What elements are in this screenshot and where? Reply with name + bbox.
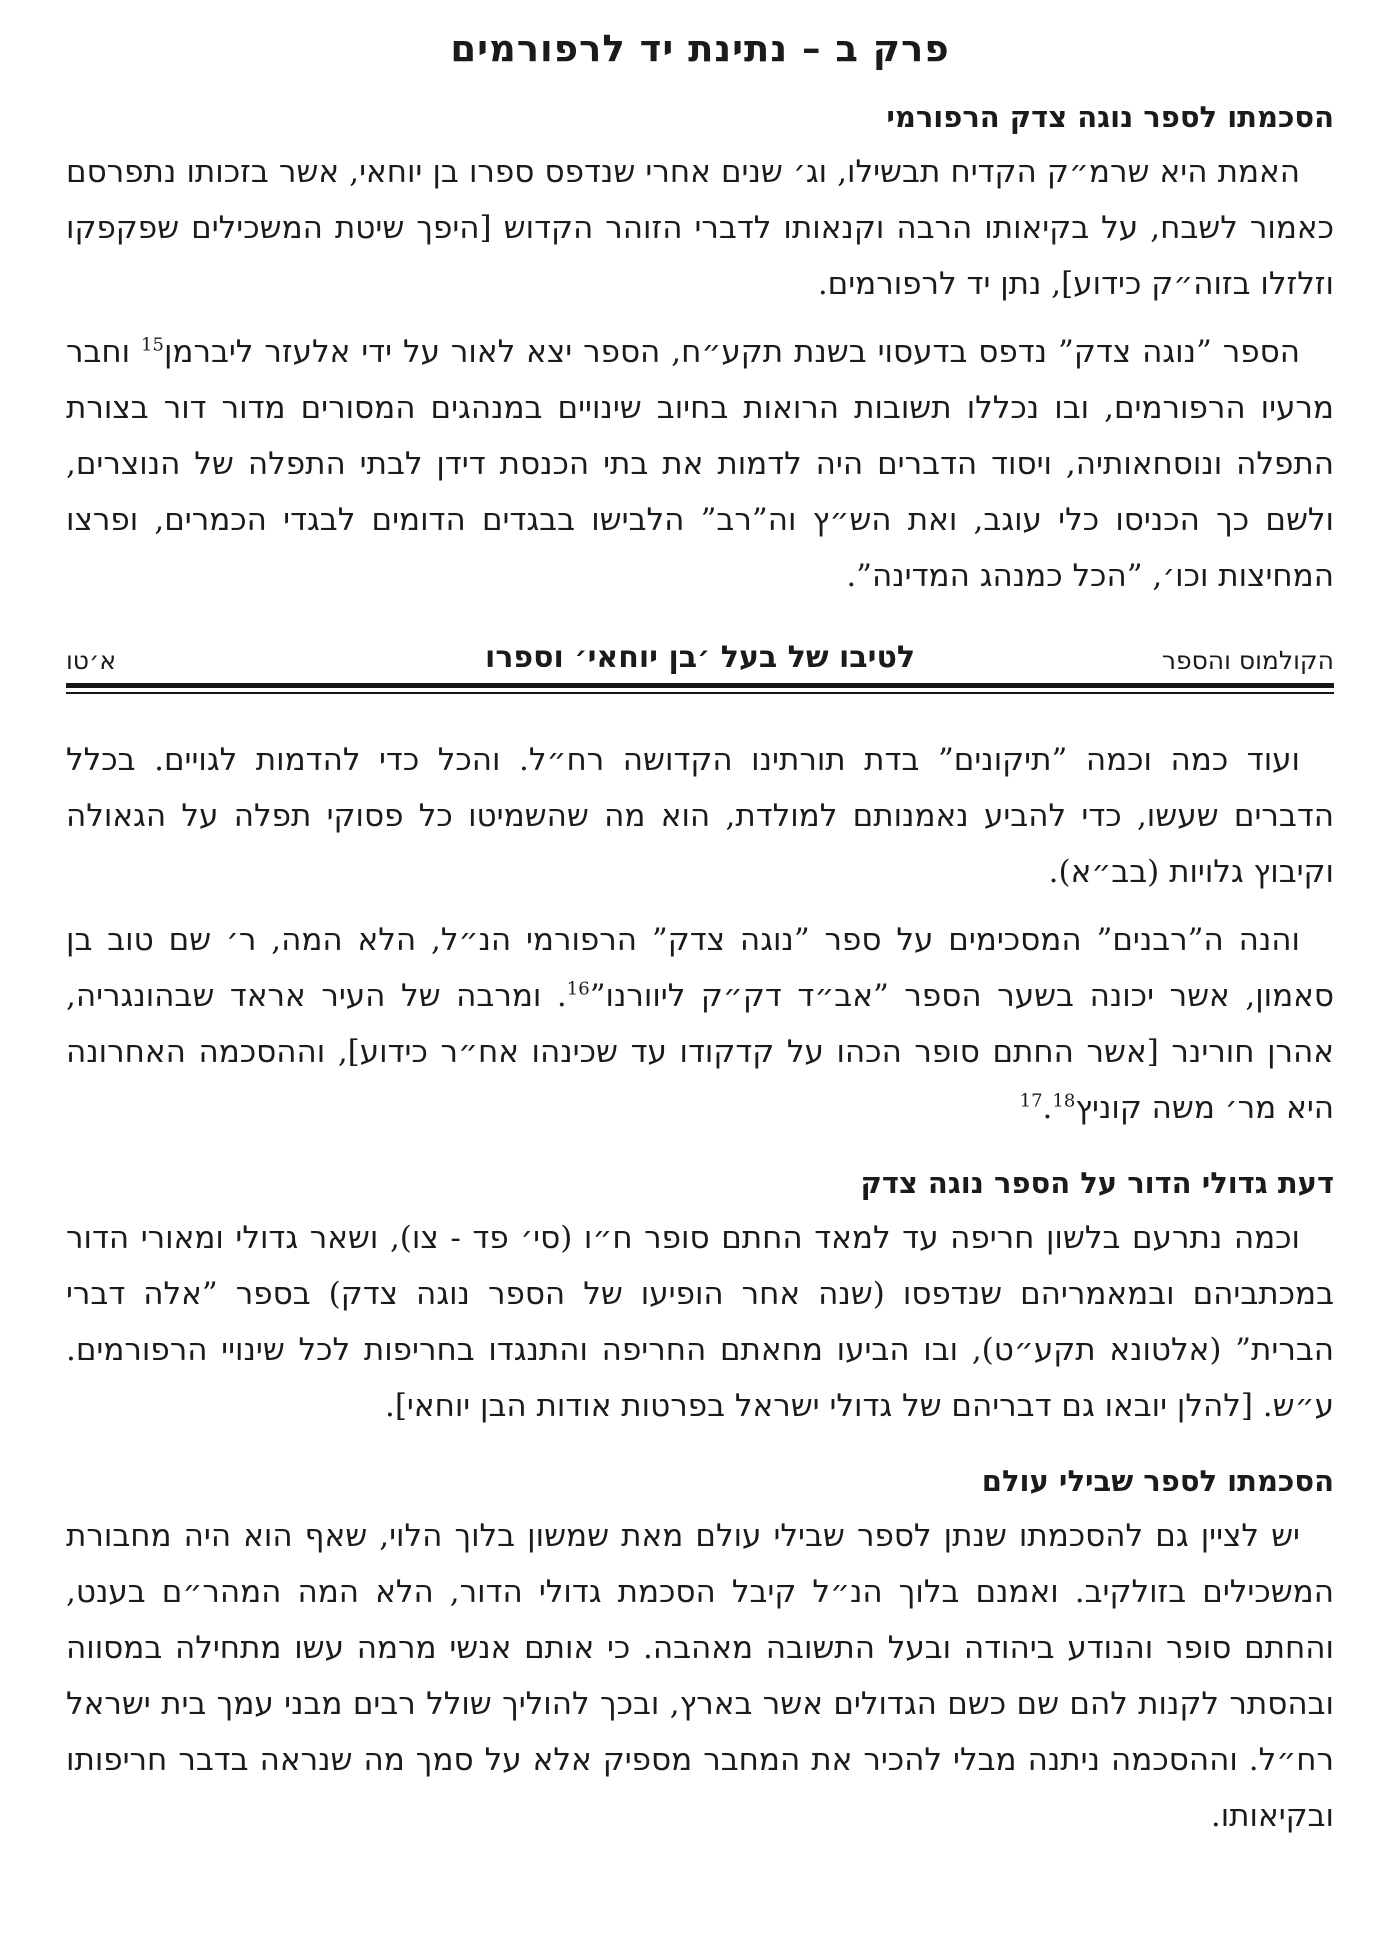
content-bottom [66,732,1334,1844]
footnote-ref: 17 [1019,1090,1043,1112]
body-paragraph: וכמה נתרעם בלשון חריפה עד למאד החתם סופר ח״ו (סי׳ פד - צו), ושאר גדולי ומאורי הדור במכתביהם ובמאמריהם שנדפסו (שנה אחר הופיעו של הספר נוגה צדק) בספר ”אלה דברי הברית” (אלטונא תקע״ט), ובו הביעו מחאתם החריפה והתנגדו בחריפות לכל שינויי הרפורמים. ע״ש. [להלן יובאו גם דבריהם של גדולי ישראל בפרטות אודות הבן יוחאי]. [66,1220,1334,1424]
body-paragraph: והנה ה”רבנים” המסכימים על ספר ”נוגה צדק” הרפורמי הנ״ל, הלא המה, ר׳ שם טוב בן סאמון, אשר יכונה בשער הספר ”אב״ד דק״ק ליוורנו”$^{16}$. ומרבה של העיר אראד שבהונגריה, אהרן חורינר [אשר החתם סופר הכהו על קדקודו עד שכינהו אח״ר כידוע], וההסכמה האחרונה היא מר׳ משה קוניץ$^{17}$.$^{18}$ [66,922,1334,1126]
footnote-ref: 16 [566,978,590,1000]
content-top [66,100,1334,604]
body-paragraph: יש לציין גם להסכמתו שנתן לספר שבילי עולם מאת שמשון בלוך הלוי, שאף הוא היה מחבורת המשכילים בזולקיב. ואמנם בלוך הנ״ל קיבל הסכמת גדולי הדור, הלא המה המהר״ם בענט, והחתם סופר והנודע ביהודה ובעל התשובה מאהבה. כי אותם אנשי מרמה עשו מתחילה במסווה ובהסתר לקנות להם שם כשם הגדולים אשר בארץ, ובכך להוליך שולל רבים מבני עמך בית ישראל רח״ל. וההסכמה ניתנה מבלי להכיר את המחבר מספיק אלא על סמך מה שנראה בדבר חריפותו ובקיאותו. [66,1518,1334,1834]
section-heading: דעת גדולי הדור על הספר נוגה צדק [860,1166,1334,1200]
running-header-title: לטיבו של בעל ׳בן יוחאי׳ וספרו [485,640,915,675]
body-paragraph: האמת היא שרמ״ק הקדיח תבשילו, וג׳ שנים אחרי שנדפס ספרו בן יוחאי, אשר בזכותו נתפרסם כאמור לשבח, על בקיאותו הרבה וקנאותו לדברי הזוהר הקדוש [היפך שיטת המשכילים שפקפקו וזלזלו בזוה״ק כידוע], נתן יד לרפורמים. [66,154,1334,302]
footnote-ref: 18 [1052,1090,1076,1112]
body-paragraph: הספר ”נוגה צדק” נדפס בדעסוי בשנת תקע״ח, הספר יצא לאור על ידי אלעזר ליברמן$^{15}$ וחבר מרעיו הרפורמים, ובו נכללו תשובות הרואות בחיוב שינויים במנהגים המסורים מדור דור בצורת התפלה ונוסחאותיה, ויסוד הדברים היה לדמות את בתי הכנסת דידן לבתי התפלה של הנוצרים, ולשם כך הכניסו כלי עוגב, ואת הש״ץ וה”רב” הלבישו בבגדים הדומים לבגדי הכמרים, ופרצו המחיצות וכו׳, ”הכל כמנהג המדינה”. [66,334,1334,594]
footnote-ref: 15 [141,334,164,356]
body-paragraph: ועוד כמה וכמה ”תיקונים” בדת תורתינו הקדושה רח״ל. והכל כדי להדמות לגויים. בכלל הדברים שעשו, כדי להביע נאמנותם למולדת, הוא מה שהשמיטו כל פסוקי תפלה על הגאולה וקיבוץ גלויות (בב״א). [66,742,1334,890]
double-rule [66,683,1334,694]
section-heading: הסכמתו לספר נוגה צדק הרפורמי [886,100,1334,134]
running-header-row [66,640,1334,675]
chapter-title: פרק ב – נתינת יד לרפורמים [450,26,950,70]
running-header [66,640,1334,694]
running-header-page-number: א׳טו [66,646,117,675]
running-header-section-label: הקולמוס והספר [1161,646,1334,675]
section-heading: הסכמתו לספר שבילי עולם [981,1464,1334,1498]
